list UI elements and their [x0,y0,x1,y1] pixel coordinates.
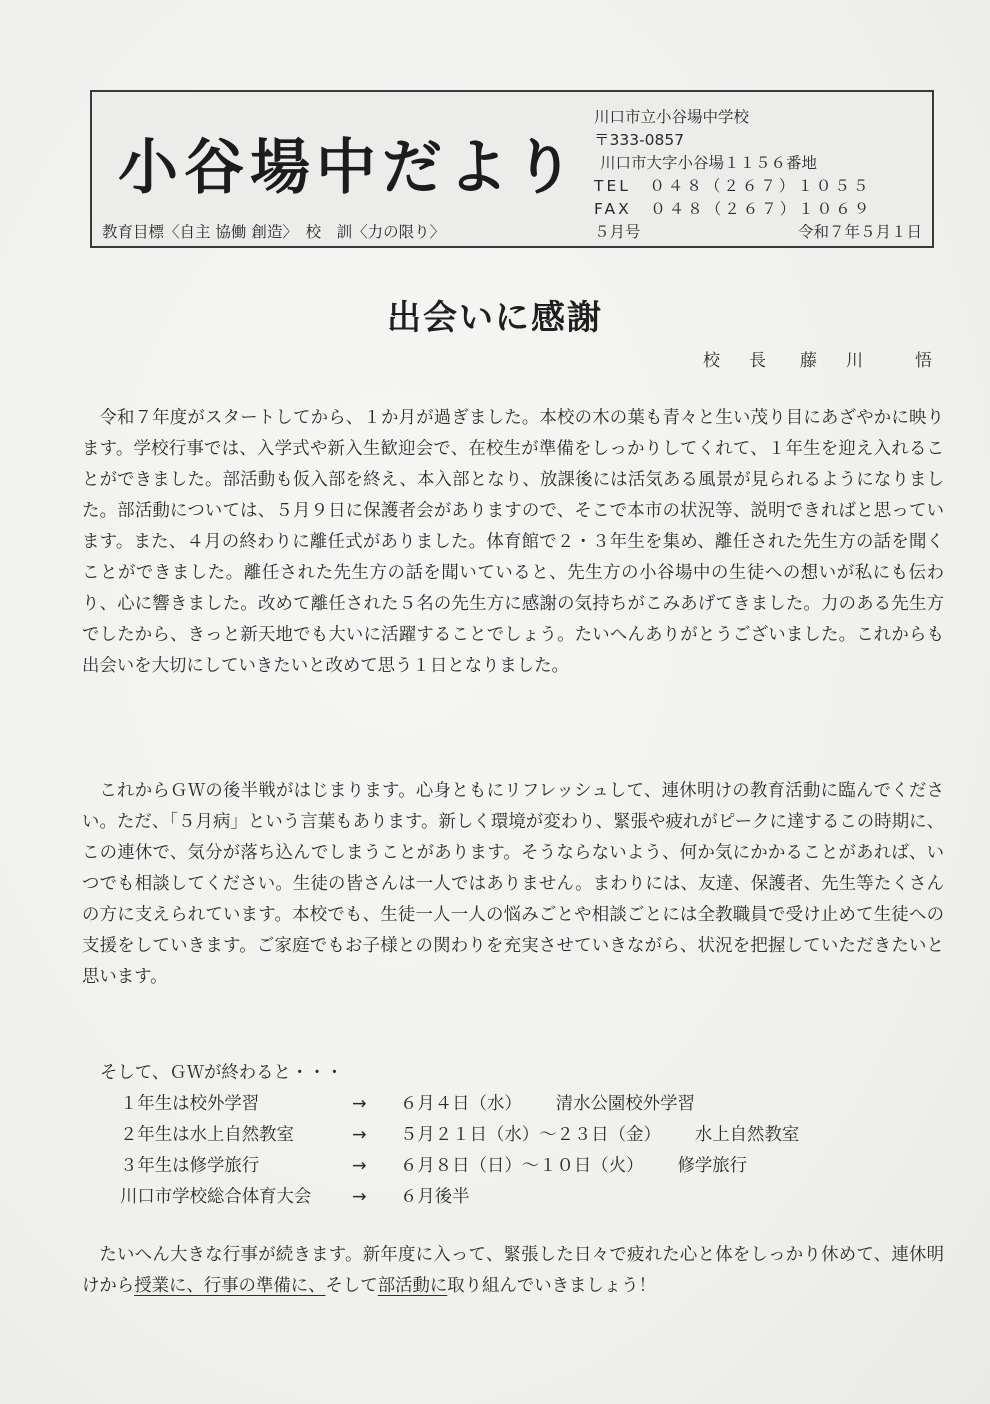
education-motto: 教育目標〈自主 協働 創造〉 校 訓〈力の限り〉 [102,223,446,241]
schedule-event: 水上自然教室 [694,1125,800,1145]
closing-part-2: そして [325,1276,378,1296]
article-paragraph-1 [82,403,944,682]
schedule-grade: ２年生は水上自然教室 [120,1125,294,1145]
schedule-row [100,1120,799,1151]
arrow-icon: → [352,1187,367,1207]
underlined-club: 部活動に [377,1276,448,1296]
schedule-date: ６月後半 [400,1187,470,1207]
paragraph-text: これからＧＷの後半戦がはじまります。心身ともにリフレッシュして、連休明けの教育活動に臨んでください。ただ、「５月病」という言葉もあります。新しく環境が変わり、緊張や疲れがピークに達するこの時期に、この連休で、気分が落ち込んでしまうことがあります。そうならないよう、何か気にかかることがあれば、いつでも相談してください。生徒の皆さんは一人ではありません。まわりには、友達、保護者、先生等たくさんの方に支えられています。本校でも、生徒一人一人の悩みごとや相談ごとには全教職員で受け止めて生徒への支援をしていきます。ご家庭でもお子様との関わりを充実させていきながら、状況を把握していただきたいと思います。 [82,781,944,987]
author-name: 藤 川 悟 [800,351,938,371]
school-contact-info [594,106,872,221]
paragraph-text: 令和７年度がスタートしてから、１か月が過ぎました。本校の木の葉も青々と生い茂り目にあざやかに映ります。学校行事では、入学式や新入生歓迎会で、在校生が準備をしっかりしてくれて、１年生を迎え入れることができました。部活動も仮入部を終え、本入部となり、放課後には活気ある風景が見られるようになりました。部活動については、５月９日に保護者会がありますので、そこで本市の状況等、説明できればと思っています。また、４月の終わりに離任式がありました。体育館で２・３年生を集め、離任された先生方の話を聞くことができました。離任された先生方の話を聞いていると、先生方の小谷場中の生徒への想いが私にも伝わり、心に響きました。改めて離任された５名の先生方に感謝の気持ちがこみあげてきました。力のある先生方でしたから、きっと新天地でも大いに活躍することでしょう。たいへんありがとうございました。これからも出会いを大切にしていきたいと改めて思う１日となりました。 [82,408,944,676]
postal-code: 〒333-0857 [594,131,685,149]
schedule-date: ６月４日（水） [400,1094,522,1114]
fax-number: FAX ０４８（２６７）１０６９ [594,200,873,218]
school-name: 川口市立小谷場中学校 [594,108,750,126]
schedule-row [100,1089,799,1120]
schedule-grade: ３年生は修学旅行 [120,1156,260,1176]
arrow-icon: → [352,1156,367,1176]
closing-part-1: たいへん大きな行事が続きます。新年度に入って、緊張した日々で疲れた心と体をしっかり休めて、連休明けから [82,1245,944,1296]
event-schedule [100,1058,799,1213]
school-address: 川口市大字小谷場１１５６番地 [600,154,818,172]
closing-part-3: 取り組んでいきましょう！ [447,1276,656,1296]
newsletter-title: 小谷場中だより [118,133,580,203]
schedule-row [100,1151,799,1182]
underlined-classes: 授業に、 [134,1276,204,1296]
closing-text [82,1240,944,1302]
tel-number: TEL ０４８（２６７）１０５５ [594,177,872,195]
article-title: 出会いに感謝 [387,298,603,338]
schedule-grade: １年生は校外学習 [120,1094,260,1114]
schedule-row [100,1182,799,1213]
masthead [90,90,934,248]
schedule-lead: そして、ＧＷが終わると・・・ [100,1063,344,1083]
closing-paragraph [82,1240,944,1302]
issue-label: ５月号 [594,223,641,241]
article-author [703,346,938,371]
arrow-icon: → [352,1094,367,1114]
issue-date: 令和７年５月１日 [797,223,922,241]
schedule-event: 修学旅行 [677,1156,748,1176]
schedule-date: ５月２１日（水）～２３日（金） [400,1125,661,1145]
schedule-date: ６月８日（日）～１０日（火） [400,1156,644,1176]
schedule-grade: 川口市学校総合体育大会 [120,1187,312,1207]
arrow-icon: → [352,1125,367,1145]
author-role: 校 長 [703,351,772,371]
article-paragraph-2 [82,776,944,993]
underlined-event-prep: 行事の準備に、 [203,1276,326,1296]
schedule-event: 清水公園校外学習 [555,1094,695,1114]
